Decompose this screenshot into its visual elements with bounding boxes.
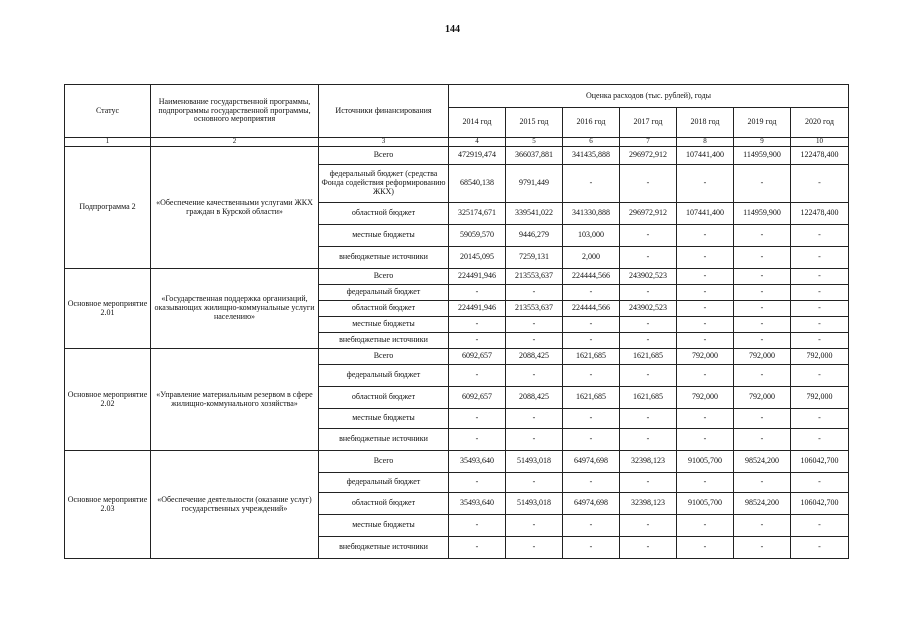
expense-value: 341330,888 [563, 203, 620, 225]
expense-value: - [791, 409, 849, 429]
row-status: Подпрограмма 2 [65, 147, 151, 269]
row-program-name: «Управление материальным резервом в сфере жилищно-коммунального хозяйства» [151, 349, 319, 451]
expense-value: - [734, 365, 791, 387]
column-number: 2 [151, 138, 319, 147]
expense-value: 792,000 [734, 387, 791, 409]
expense-value: 103,000 [563, 225, 620, 247]
expense-value: - [563, 165, 620, 203]
header-year: 2019 год [734, 108, 791, 138]
expense-value: 224491,946 [449, 301, 506, 317]
expense-value: - [563, 285, 620, 301]
expense-value: 107441,400 [677, 203, 734, 225]
expense-value: - [563, 473, 620, 493]
expense-value: - [734, 269, 791, 285]
expense-value: 1621,685 [563, 387, 620, 409]
column-number: 9 [734, 138, 791, 147]
expense-value: - [620, 247, 677, 269]
expense-value: - [677, 247, 734, 269]
expense-value: - [620, 165, 677, 203]
expense-value: 2088,425 [506, 387, 563, 409]
header-name: Наименование государственной программы, подпрограммы государственной программы, основного мероприятия [151, 85, 319, 138]
column-number: 3 [319, 138, 449, 147]
expense-value: 1621,685 [620, 387, 677, 409]
expense-value: - [506, 537, 563, 559]
header-sources: Источники финансирования [319, 85, 449, 138]
expense-value: 792,000 [791, 387, 849, 409]
expense-value: - [563, 537, 620, 559]
expense-value: 341435,888 [563, 147, 620, 165]
funding-source: Всего [319, 451, 449, 473]
expense-value: 106042,700 [791, 493, 849, 515]
budget-table [64, 84, 849, 559]
expense-value: - [734, 429, 791, 451]
expense-value: - [506, 473, 563, 493]
table-body [65, 147, 849, 559]
expense-value: 1621,685 [563, 349, 620, 365]
funding-source: Всего [319, 269, 449, 285]
expense-value: - [734, 301, 791, 317]
column-number: 10 [791, 138, 849, 147]
table-row [65, 451, 849, 473]
funding-source: областной бюджет [319, 493, 449, 515]
expense-value: 35493,640 [449, 451, 506, 473]
expense-value: - [620, 537, 677, 559]
column-number: 6 [563, 138, 620, 147]
funding-source: федеральный бюджет [319, 365, 449, 387]
expense-value: 35493,640 [449, 493, 506, 515]
funding-source: внебюджетные источники [319, 333, 449, 349]
expense-value: - [677, 269, 734, 285]
column-number: 5 [506, 138, 563, 147]
expense-value: - [677, 225, 734, 247]
expense-value: 243902,523 [620, 269, 677, 285]
expense-value: 792,000 [677, 387, 734, 409]
row-program-name: «Обеспечение качественными услугами ЖКХ граждан в Курской области» [151, 147, 319, 269]
funding-source: внебюджетные источники [319, 537, 449, 559]
expense-value: 339541,022 [506, 203, 563, 225]
expense-value: 91005,700 [677, 493, 734, 515]
expense-value: 2088,425 [506, 349, 563, 365]
expense-value: - [506, 429, 563, 451]
expense-value: - [506, 285, 563, 301]
funding-source: федеральный бюджет [319, 473, 449, 493]
header-year: 2014 год [449, 108, 506, 138]
expense-value: - [677, 429, 734, 451]
expense-value: 792,000 [791, 349, 849, 365]
expense-value: - [449, 333, 506, 349]
expense-value: 106042,700 [791, 451, 849, 473]
expense-value: 9446,279 [506, 225, 563, 247]
expense-value: - [506, 317, 563, 333]
expense-value: - [563, 333, 620, 349]
table-row [65, 269, 849, 285]
expense-value: - [620, 409, 677, 429]
expense-value: - [734, 285, 791, 301]
expense-value: 59059,570 [449, 225, 506, 247]
funding-source: федеральный бюджет (средства Фонда содействия реформированию ЖКХ) [319, 165, 449, 203]
expense-value: 107441,400 [677, 147, 734, 165]
column-number: 1 [65, 138, 151, 147]
row-status: Основное мероприятие 2.03 [65, 451, 151, 559]
expense-value: - [791, 333, 849, 349]
header-year: 2016 год [563, 108, 620, 138]
expense-value: - [734, 537, 791, 559]
expense-value: - [734, 225, 791, 247]
expense-value: - [791, 269, 849, 285]
expense-value: 1621,685 [620, 349, 677, 365]
expense-value: 91005,700 [677, 451, 734, 473]
column-number: 8 [677, 138, 734, 147]
expense-value: - [734, 317, 791, 333]
expense-value: - [791, 365, 849, 387]
expense-value: - [677, 165, 734, 203]
expense-value: 9791,449 [506, 165, 563, 203]
expense-value: 6092,657 [449, 387, 506, 409]
page-number: 144 [445, 24, 460, 35]
row-status: Основное мероприятие 2.01 [65, 269, 151, 349]
expense-value: - [506, 515, 563, 537]
expense-value: 20145,095 [449, 247, 506, 269]
expense-value: 64974,698 [563, 451, 620, 473]
expense-value: - [449, 365, 506, 387]
expense-value: - [506, 365, 563, 387]
header-status: Статус [65, 85, 151, 138]
header-year: 2015 год [506, 108, 563, 138]
funding-source: областной бюджет [319, 301, 449, 317]
expense-value: - [620, 473, 677, 493]
expense-value: - [734, 409, 791, 429]
expense-value: - [449, 473, 506, 493]
expense-value: - [449, 429, 506, 451]
table-row [65, 147, 849, 165]
expense-value: 32398,123 [620, 451, 677, 473]
expense-value: 224444,566 [563, 269, 620, 285]
expense-value: 32398,123 [620, 493, 677, 515]
expense-value: - [677, 317, 734, 333]
row-program-name: «Обеспечение деятельности (оказание услуг) государственных учреждений» [151, 451, 319, 559]
expense-value: 6092,657 [449, 349, 506, 365]
expense-value: - [677, 365, 734, 387]
expense-value: - [734, 473, 791, 493]
expense-value: 792,000 [677, 349, 734, 365]
expense-value: 2,000 [563, 247, 620, 269]
expense-value: 7259,131 [506, 247, 563, 269]
expense-value: - [734, 333, 791, 349]
expense-value: - [620, 285, 677, 301]
expense-value: - [563, 317, 620, 333]
expense-value: 213553,637 [506, 269, 563, 285]
expense-value: - [791, 473, 849, 493]
expense-value: 472919,474 [449, 147, 506, 165]
expense-value: - [563, 365, 620, 387]
expense-value: 51493,018 [506, 493, 563, 515]
table-row [65, 349, 849, 365]
expense-value: 98524,200 [734, 451, 791, 473]
funding-source: внебюджетные источники [319, 429, 449, 451]
expense-value: 64974,698 [563, 493, 620, 515]
expense-value: - [620, 429, 677, 451]
expense-value: 243902,523 [620, 301, 677, 317]
expense-value: 114959,900 [734, 203, 791, 225]
funding-source: местные бюджеты [319, 515, 449, 537]
expense-value: - [620, 317, 677, 333]
expense-value: - [563, 515, 620, 537]
header-year: 2018 год [677, 108, 734, 138]
expense-value: - [791, 301, 849, 317]
expense-value: - [620, 225, 677, 247]
row-program-name: «Государственная поддержка организаций, оказывающих жилищно-коммунальные услуги населению» [151, 269, 319, 349]
row-status: Основное мероприятие 2.02 [65, 349, 151, 451]
header-estimate: Оценка расходов (тыс. рублей), годы [449, 85, 849, 108]
funding-source: местные бюджеты [319, 409, 449, 429]
expense-value: - [791, 537, 849, 559]
expense-value: - [791, 285, 849, 301]
expense-value: - [791, 225, 849, 247]
funding-source: федеральный бюджет [319, 285, 449, 301]
funding-source: внебюджетные источники [319, 247, 449, 269]
funding-source: Всего [319, 147, 449, 165]
expense-value: 114959,900 [734, 147, 791, 165]
funding-source: местные бюджеты [319, 225, 449, 247]
funding-source: областной бюджет [319, 387, 449, 409]
expense-value: - [506, 333, 563, 349]
expense-value: - [620, 333, 677, 349]
expense-value: - [449, 515, 506, 537]
expense-value: 224444,566 [563, 301, 620, 317]
expense-value: - [677, 333, 734, 349]
expense-value: - [677, 301, 734, 317]
column-number: 7 [620, 138, 677, 147]
expense-value: - [677, 537, 734, 559]
expense-value: - [620, 365, 677, 387]
funding-source: областной бюджет [319, 203, 449, 225]
expense-value: - [791, 165, 849, 203]
expense-value: - [677, 409, 734, 429]
expense-value: 122478,400 [791, 203, 849, 225]
expense-value: 224491,946 [449, 269, 506, 285]
expense-value: - [734, 515, 791, 537]
expense-value: 792,000 [734, 349, 791, 365]
expense-value: 366037,881 [506, 147, 563, 165]
expense-value: - [449, 285, 506, 301]
expense-value: - [449, 409, 506, 429]
expense-value: 213553,637 [506, 301, 563, 317]
expense-value: 51493,018 [506, 451, 563, 473]
expense-value: - [791, 317, 849, 333]
expense-value: - [734, 247, 791, 269]
funding-source: местные бюджеты [319, 317, 449, 333]
funding-source: Всего [319, 349, 449, 365]
expense-value: - [620, 515, 677, 537]
expense-value: - [677, 473, 734, 493]
expense-value: - [791, 429, 849, 451]
expense-value: - [506, 409, 563, 429]
expense-value: 296972,912 [620, 203, 677, 225]
expense-value: - [734, 165, 791, 203]
expense-value: 296972,912 [620, 147, 677, 165]
header-year: 2017 год [620, 108, 677, 138]
expense-value: - [563, 409, 620, 429]
expense-value: - [563, 429, 620, 451]
expense-value: - [791, 247, 849, 269]
expense-value: 98524,200 [734, 493, 791, 515]
expense-value: - [677, 515, 734, 537]
expense-value: - [677, 285, 734, 301]
column-number: 4 [449, 138, 506, 147]
header-year: 2020 год [791, 108, 849, 138]
expense-value: - [449, 317, 506, 333]
expense-value: - [449, 537, 506, 559]
expense-value: 68540,138 [449, 165, 506, 203]
expense-value: 122478,400 [791, 147, 849, 165]
expense-value: - [791, 515, 849, 537]
expense-value: 325174,671 [449, 203, 506, 225]
